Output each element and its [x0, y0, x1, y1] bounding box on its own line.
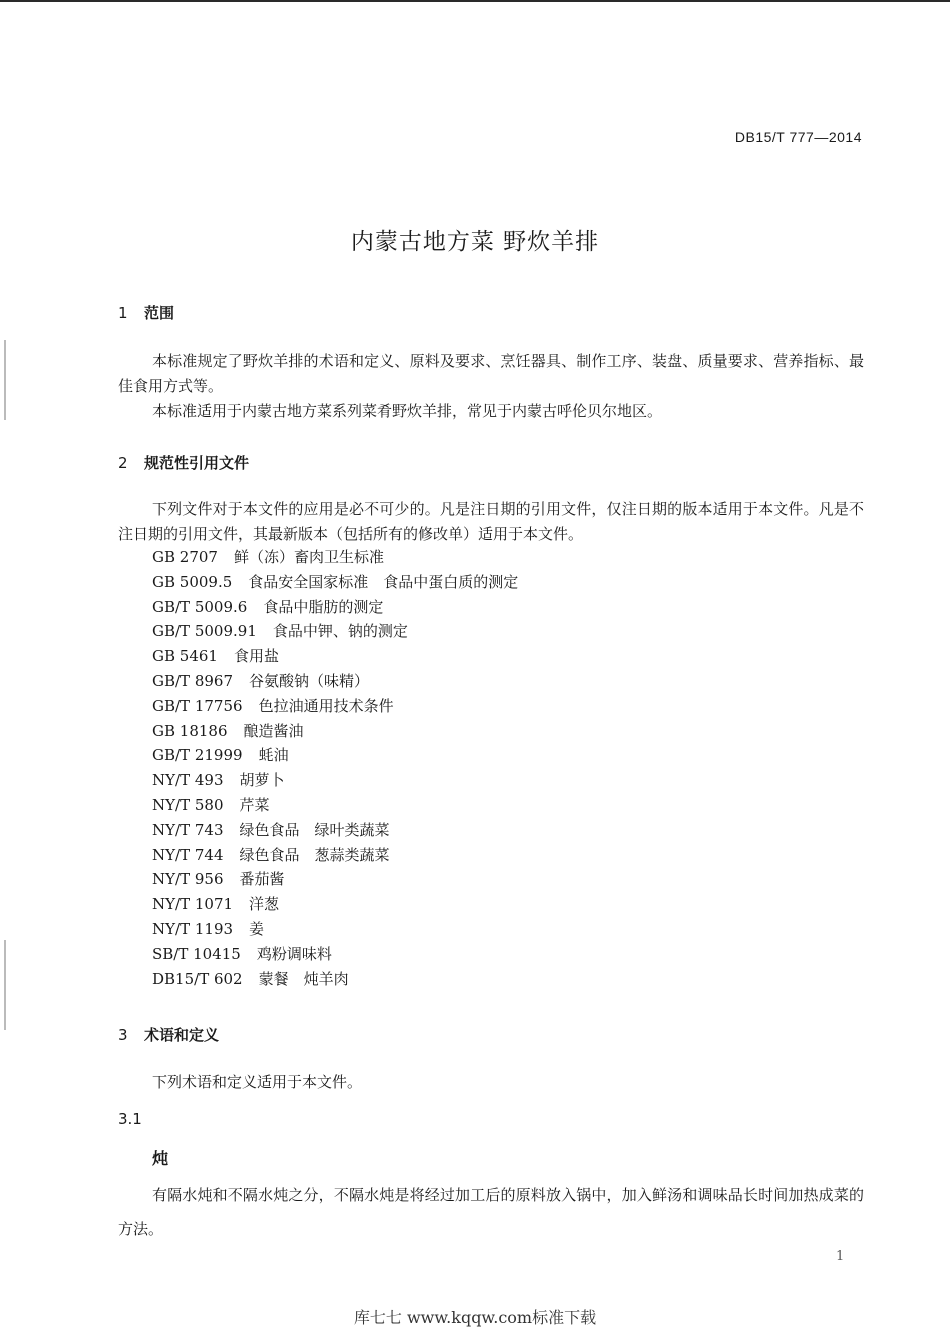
terms-intro: 下列术语和定义适用于本文件。 [152, 1073, 363, 1091]
section-number: 1 [118, 304, 128, 322]
reference-title: 胡萝卜 [239, 771, 285, 790]
list-item [152, 843, 518, 868]
section-number: 2 [118, 454, 128, 472]
clause-number: 3.1 [118, 1110, 142, 1128]
scan-edge-mark [4, 940, 6, 1030]
reference-title: 食品中脂肪的测定 [263, 597, 384, 616]
list-item [152, 570, 518, 595]
list-item [152, 644, 518, 669]
section-title: 规范性引用文件 [144, 454, 250, 472]
footer-watermark: 库七七 www.kqqw.com标准下载 [353, 1308, 597, 1327]
reference-title: 洋葱 [249, 895, 280, 914]
section-heading-scope [118, 302, 174, 323]
reference-code: GB 5461 [152, 647, 218, 666]
list-item [152, 917, 518, 942]
reference-code: NY/T 744 [152, 845, 224, 864]
list-item [152, 967, 518, 992]
reference-code: NY/T 956 [152, 870, 224, 889]
list-item [152, 818, 518, 843]
reference-title: 蚝油 [258, 746, 289, 765]
section-title: 范围 [144, 304, 175, 322]
reference-title: 食品安全国家标准 食品中蛋白质的测定 [248, 572, 519, 591]
reference-code: NY/T 580 [152, 795, 224, 814]
list-item [152, 793, 518, 818]
reference-code: NY/T 1071 [152, 895, 234, 914]
section-heading-references [118, 452, 249, 473]
standard-code: DB15/T 777—2014 [734, 129, 862, 145]
reference-code: GB/T 8967 [152, 671, 234, 690]
scan-edge-mark [4, 340, 6, 420]
page-number: 1 [836, 1249, 845, 1264]
list-item [152, 545, 518, 570]
section-number: 3 [118, 1026, 128, 1044]
section-title: 术语和定义 [144, 1026, 220, 1044]
list-item [152, 892, 518, 917]
reference-title: 鲜（冻）畜肉卫生标准 [233, 548, 384, 566]
reference-title: 姜 [249, 919, 265, 938]
reference-list [152, 545, 518, 991]
reference-code: NY/T 1193 [152, 919, 234, 938]
reference-title: 谷氨酸钠（味精） [249, 671, 370, 690]
reference-code: GB 18186 [152, 721, 228, 740]
reference-title: 鸡粉调味料 [256, 944, 332, 963]
section-heading-terms [118, 1024, 219, 1045]
list-item [152, 719, 518, 744]
reference-code: NY/T 493 [152, 771, 224, 790]
list-item [152, 669, 518, 694]
reference-title: 绿色食品 葱蒜类蔬菜 [239, 845, 390, 864]
reference-title: 酿造酱油 [243, 721, 304, 740]
list-item [152, 595, 518, 620]
reference-title: 食用盐 [233, 647, 279, 666]
reference-title: 芹菜 [239, 795, 270, 814]
references-intro: 下列文件对于本文件的应用是必不可少的。凡是注日期的引用文件，仅注日期的版本适用于本文件。凡是不注日期的引用文件，其最新版本（包括所有的修改单）适用于本文件。 [118, 500, 864, 543]
list-item [152, 768, 518, 793]
reference-title: 番茄酱 [239, 870, 285, 889]
reference-code: NY/T 743 [152, 820, 224, 839]
list-item [152, 619, 518, 644]
reference-code: GB 5009.5 [152, 572, 233, 591]
page-top-rule [0, 0, 950, 2]
reference-code: GB/T 17756 [152, 696, 243, 715]
scope-paragraph-2: 本标准适用于内蒙古地方菜系列菜肴野炊羊排，常见于内蒙古呼伦贝尔地区。 [152, 402, 663, 420]
term-name: 炖 [152, 1149, 169, 1168]
list-item [152, 694, 518, 719]
reference-title: 食品中钾、钠的测定 [272, 622, 408, 641]
reference-code: GB/T 21999 [152, 746, 243, 765]
list-item [152, 867, 518, 892]
reference-code: GB/T 5009.91 [152, 622, 257, 641]
list-item [152, 942, 518, 967]
reference-code: GB 2707 [152, 548, 218, 566]
scope-paragraph-1: 本标准规定了野炊羊排的术语和定义、原料及要求、烹饪器具、制作工序、装盘、质量要求、营养指标、最佳食用方式等。 [118, 352, 864, 395]
document-title: 内蒙古地方菜 野炊羊排 [350, 229, 600, 255]
reference-code: GB/T 5009.6 [152, 597, 248, 616]
reference-title: 绿色食品 绿叶类蔬菜 [239, 820, 390, 839]
term-definition: 有隔水炖和不隔水炖之分，不隔水炖是将经过加工后的原料放入锅中，加入鲜汤和调味品长时间加热成菜的方法。 [118, 1186, 864, 1238]
reference-title: 蒙餐 炖羊肉 [258, 969, 349, 988]
list-item [152, 743, 518, 768]
reference-title: 色拉油通用技术条件 [258, 696, 394, 715]
reference-code: SB/T 10415 [152, 944, 241, 963]
reference-code: DB15/T 602 [152, 969, 243, 988]
